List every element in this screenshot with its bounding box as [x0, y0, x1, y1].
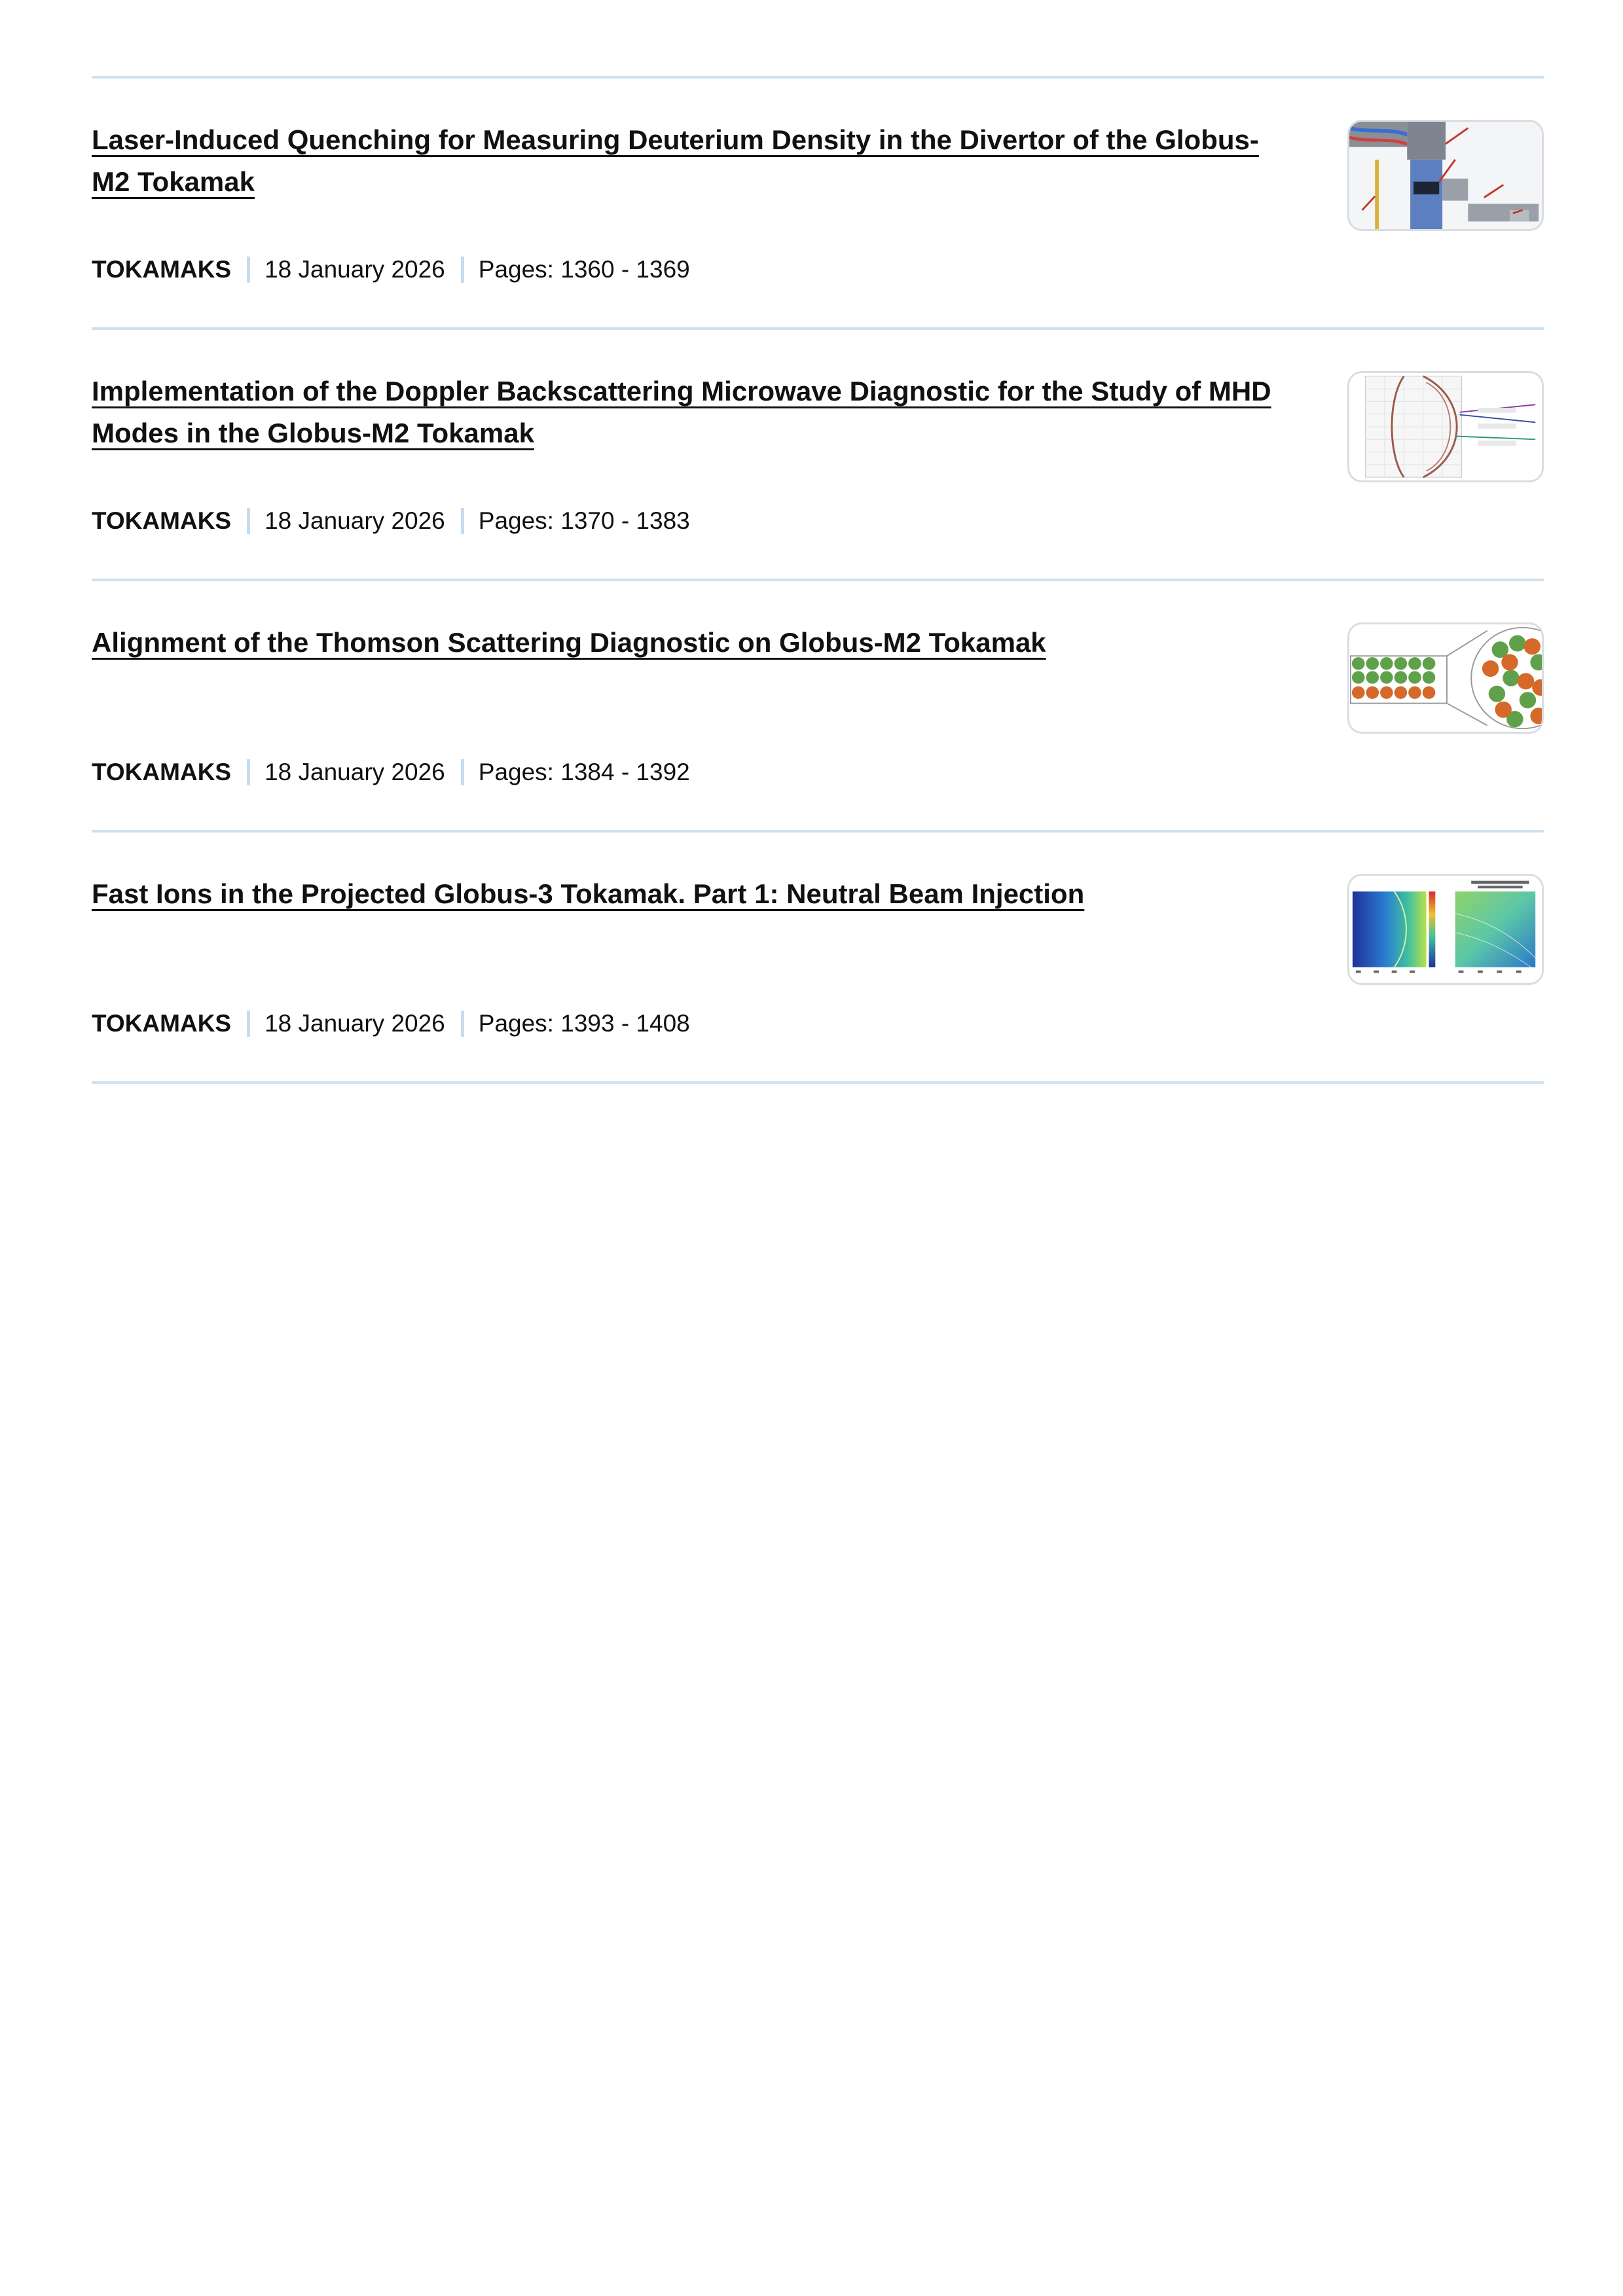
article-section: TOKAMAKS — [92, 507, 232, 534]
article-item — [92, 833, 1544, 1084]
meta-separator — [247, 1011, 250, 1037]
article-meta — [92, 1008, 690, 1039]
meta-separator — [247, 257, 250, 283]
article-title — [92, 119, 1290, 203]
heatmap-thumbnail[interactable] — [1347, 874, 1544, 985]
article-pages: Pages: 1370 - 1383 — [478, 507, 690, 534]
article-date: 18 January 2026 — [264, 759, 445, 785]
plasma-cross-section-thumbnail[interactable] — [1347, 371, 1544, 482]
article-date: 18 January 2026 — [264, 256, 445, 283]
article-pages: Pages: 1384 - 1392 — [478, 759, 690, 785]
meta-separator — [247, 759, 250, 785]
article-item — [92, 330, 1544, 581]
article-title — [92, 370, 1290, 454]
article-pages: Pages: 1393 - 1408 — [478, 1010, 690, 1037]
article-section: TOKAMAKS — [92, 1010, 232, 1037]
article-item — [92, 581, 1544, 833]
meta-separator — [461, 1011, 464, 1037]
article-pages: Pages: 1360 - 1369 — [478, 256, 690, 283]
meta-separator — [461, 257, 464, 283]
article-title — [92, 622, 1290, 664]
article-meta — [92, 505, 690, 537]
article-title-link[interactable]: Alignment of the Thomson Scattering Diagnostic on Globus-M2 Tokamak — [92, 627, 1046, 658]
meta-separator — [247, 508, 250, 534]
article-section: TOKAMAKS — [92, 256, 232, 283]
article-section: TOKAMAKS — [92, 759, 232, 785]
article-meta — [92, 254, 690, 285]
article-title-link[interactable]: Laser-Induced Quenching for Measuring Deuterium Density in the Divertor of the Globus-M2 Tokamak — [92, 124, 1259, 197]
article-meta — [92, 757, 690, 788]
article-title-link[interactable]: Fast Ions in the Projected Globus-3 Tokamak. Part 1: Neutral Beam Injection — [92, 878, 1085, 909]
meta-separator — [461, 759, 464, 785]
fiber-bundle-thumbnail[interactable] — [1347, 622, 1544, 734]
article-title-link[interactable]: Implementation of the Doppler Backscattering Microwave Diagnostic for the Study of MHD Modes in the Globus-M2 Tokamak — [92, 376, 1271, 448]
divertor-diagram-thumbnail[interactable] — [1347, 120, 1544, 231]
article-item — [92, 79, 1544, 330]
article-date: 18 January 2026 — [264, 1010, 445, 1037]
article-list — [92, 76, 1544, 1084]
article-title — [92, 873, 1290, 915]
meta-separator — [461, 508, 464, 534]
article-date: 18 January 2026 — [264, 507, 445, 534]
